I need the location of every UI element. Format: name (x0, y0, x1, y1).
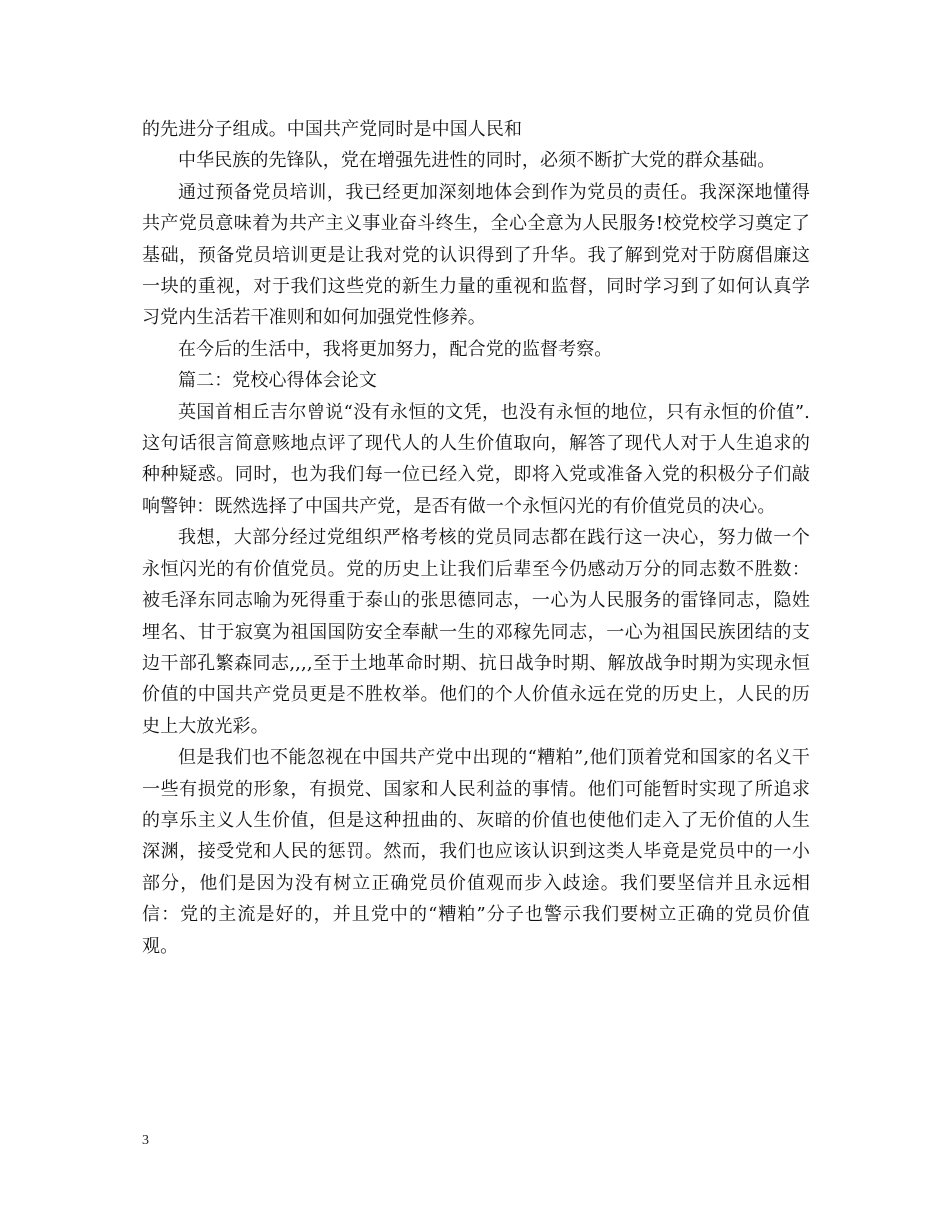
paragraph-churchill: 英国首相丘吉尔曾说“没有永恒的文凭，也没有永恒的地位，只有永恒的价值”.这句话很言简意赅地点评了现代人的人生价值取向，解答了现代人对于人生追求的种种疑惑。同时，也为我们每一位已经入党，即将入党或准备入党的积极分子们敲响警钟：既然选择了中国共产党，是否有做一个永恒闪光的有价值党员的决心。 (142, 401, 810, 517)
paragraph-continuation: 的先进分子组成。中国共产党同时是中国人民和 (142, 119, 523, 140)
paragraph-vanguard: 中华民族的先锋队，党在增强先进性的同时，必须不断扩大党的群众基础。 (178, 150, 776, 172)
section-heading: 篇二：党校心得体会论文 (178, 370, 378, 392)
paragraph-dregs: 但是我们也不能忽视在中国共产党中出现的“糟粕”,他们顶着党和国家的名义干一些有损党的形象，有损党、国家和人民利益的事情。他们可能暂时实现了所追求的享乐主义人生价值，但是这种扭曲的、灰暗的价值也使他们走入了无价值的人生深渊，接受党和人民的惩罚。然而，我们也应该认识到这类人毕竟是党员中的一小部分，他们是因为没有树立正确党员价值观而步入歧途。我们要坚信并且永远相信：党的主流是好的，并且党中的“糟粕”分子也警示我们要树立正确的党员价值观。 (142, 747, 810, 957)
paragraph-future: 在今后的生活中，我将更加努力，配合党的监督考察。 (178, 338, 613, 360)
paragraph-training: 通过预备党员培训，我已经更加深刻地体会到作为党员的责任。我深深地懂得共产党员意味着为共产主义事业奋斗终生，全心全意为人民服务!校党校学习奠定了基础，预备党员培训更是让我对党的认识得到了升华。我了解到党对于防腐倡廉这一块的重视，对于我们这些党的新生力量的重视和监督，同时学习到了如何认真学习党内生活若干准则和如何加强党性修养。 (142, 181, 810, 329)
paragraph-heroes: 我想，大部分经过党组织严格考核的党员同志都在践行这一决心，努力做一个永恒闪光的有价值党员。党的历史上让我们后辈至今仍感动万分的同志数不胜数：被毛泽东同志喻为死得重于泰山的张思德同志，一心为人民服务的雷锋同志，隐姓埋名、甘于寂寞为祖国国防安全奉献一生的邓稼先同志，一心为祖国民族团结的支边干部孔繁森同志,,,,至于土地革命时期、抗日战争时期、解放战争时期为实现永恒价值的中国共产党员更是不胜枚举。他们的个人价值永远在党的历史上，人民的历史上大放光彩。 (142, 527, 810, 737)
document-body (142, 114, 810, 962)
page-number: 3 (142, 1133, 149, 1148)
